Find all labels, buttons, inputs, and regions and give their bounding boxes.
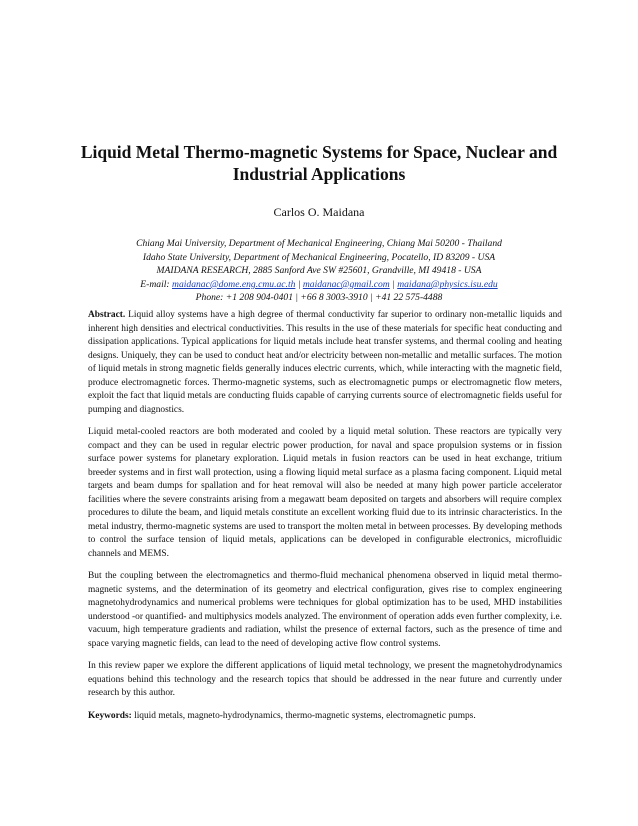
affiliation-line: Idaho State University, Department of Mechanical Engineering, Pocatello, ID 83209 - USA: [142, 251, 496, 263]
abstract-paragraph: [88, 309, 562, 417]
body-paragraph: In this review paper we explore the different applications of liquid metal technology, we present the magnetohydrodynamics equations behind this technology and the research topics that should be addressed in the near future and currently under research by this author.: [88, 661, 562, 698]
keywords-paragraph: [88, 710, 562, 724]
abstract-label: Abstract.: [88, 310, 126, 320]
email-link[interactable]: maidanac@dome.eng.cmu.ac.th: [172, 278, 296, 290]
body-paragraph: But the coupling between the electromagnetics and thermo-fluid mechanical phenomena observed in liquid metal thermo-magnetic systems, and the determination of its geometry and electrical configuration, gives rise to complex engineering magnetohydrodynamics and numerical problems were techniques for global optimization has to be used, MHD instabilities understood -or quantified- and multiphysics models analyzed. The environment of operation adds even further complexity, i.e. vacuum, high temperature gradients and radiation, whilst the presence of external factors, such as the presence of time and space varying magnetic fields, can lead to the need of developing active flow control systems.: [88, 571, 562, 649]
author-name: Carlos O. Maidana: [273, 205, 365, 219]
paper-body: [88, 309, 562, 732]
email-separator: |: [295, 278, 303, 290]
email-label: E-mail:: [140, 278, 173, 290]
affiliations-block: [60, 237, 578, 305]
email-line: [60, 278, 578, 292]
paper-title: Liquid Metal Thermo-magnetic Systems for Space, Nuclear and Industrial Applications: [80, 142, 558, 184]
keywords-label: Keywords:: [88, 710, 132, 721]
affiliation-line: MAIDANA RESEARCH, 2885 Sanford Ave SW #25601, Grandville, MI 49418 - USA: [156, 265, 482, 277]
abstract-text: Liquid alloy systems have a high degree of thermal conductivity far superior to ordinary non-metallic liquids and inherent high densities and electrical conductivities. This results in the use of these materials for specific heat conducting and dissipation applications. Typical applications for liquid metals include heat transfer systems, and thermal cooling and heating designs. Uniquely, they can be used to conduct heat and/or electricity between non-metallic and metallic surfaces. The motion of liquid metals in strong magnetic fields generally induces electric currents, which, while interacting with the magnetic field, produce electromagnetic forces. Thermo-magnetic systems, such as electromagnetic pumps or electromagnetic flow meters, exploit the fact that liquid metals are conducting fluids capable of carrying currents source of electromagnetic fields useful for pumping and diagnostics.: [88, 310, 562, 415]
email-link[interactable]: maidanac@gmail.com: [302, 278, 390, 290]
phone-line: Phone: +1 208 904-0401 | +66 8 3003-3910 | +41 22 575-4488: [195, 292, 443, 304]
affiliation-line: Chiang Mai University, Department of Mechanical Engineering, Chiang Mai 50200 - Thailand: [136, 238, 502, 249]
email-link[interactable]: maidana@physics.isu.edu: [397, 278, 498, 290]
keywords-text: liquid metals, magneto-hydrodynamics, thermo-magnetic systems, electromagnetic pumps.: [131, 710, 476, 721]
body-paragraph: Liquid metal-cooled reactors are both moderated and cooled by a liquid metal solution. These reactors are typically very compact and they can be used in regular electric power production, for naval and space propulsion systems or in fission surface power systems for planetary exploration. Liquid metals in fusion reactors can be used in heat exchange, tritium breeder systems and in first wall protection, using a flowing liquid metal surface as a plasma facing component. Liquid metal targets and beam dumps for spallation and for heat removal will also be needed at many high power particle accelerator facilities where the severe constraints arising from a megawatt beam deposited on targets and absorbers will require complex procedures to dilute the beam, and liquid metals constitute an excellent working fluid due to its intrinsic characteristics. In the metal industry, thermo-magnetic systems are used to transport the molten metal in between processes. By developing methods to control the surface tension of liquid metals, applications can be developed in configurable electronics, microfluidic channels and MEMS.: [88, 427, 562, 559]
email-separator: |: [389, 278, 398, 290]
